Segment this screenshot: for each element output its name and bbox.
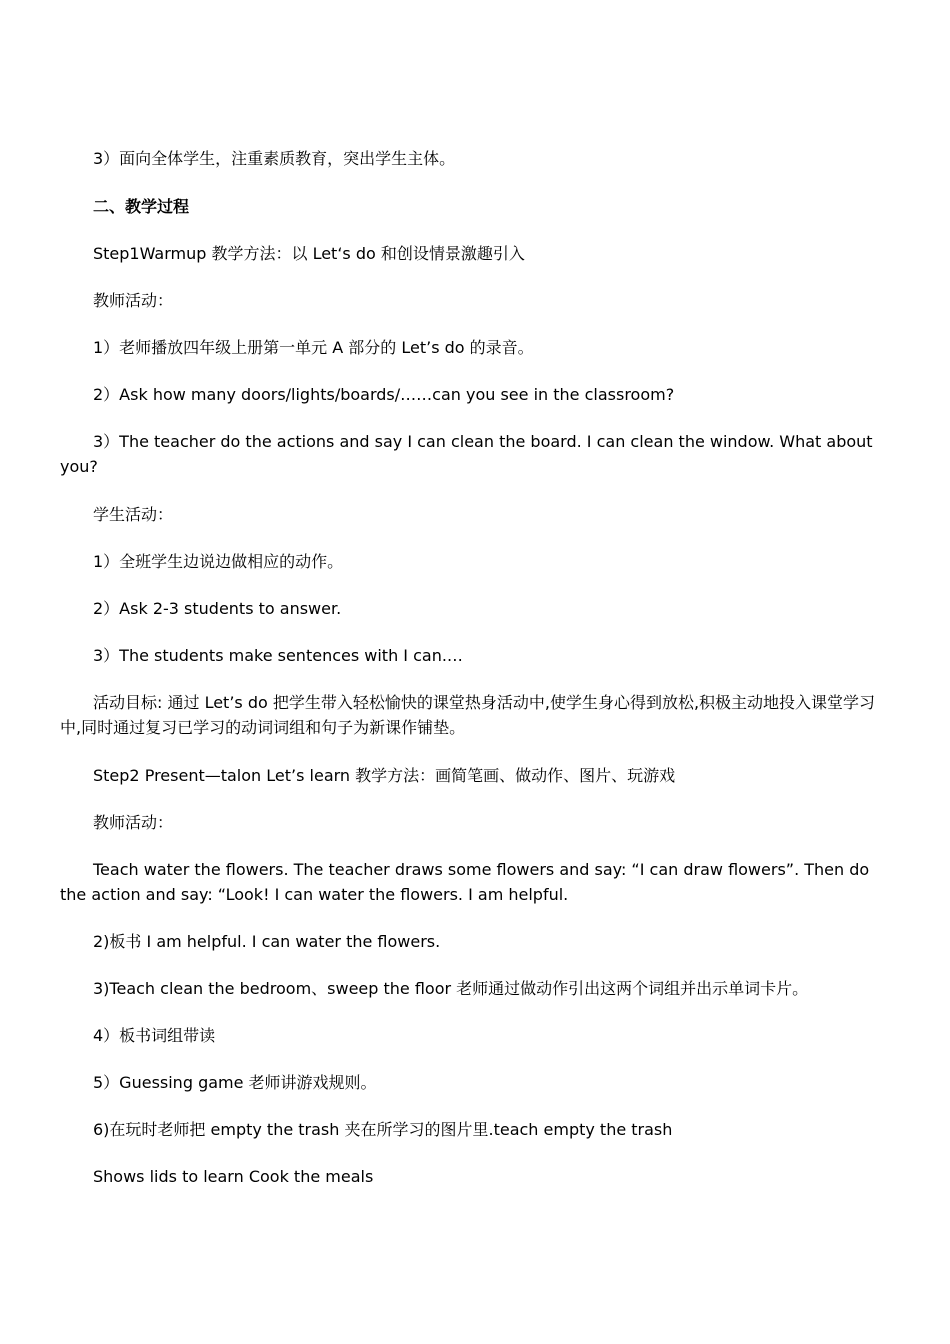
teacher-step-3: 3）The teacher do the actions and say I can clean the board. I can clean the window. What about you? <box>60 432 873 476</box>
student-activity-label: 学生活动： <box>93 505 174 524</box>
teacher-step-2: 2）Ask how many doors/lights/boards/……can you see in the classroom? <box>93 385 675 404</box>
guessing-game-step-5: 5）Guessing game 老师讲游戏规则。 <box>93 1073 377 1092</box>
student-step-2: 2）Ask 2-3 students to answer. <box>93 599 342 618</box>
cook-meals-line: Shows lids to learn Cook the meals <box>93 1167 374 1186</box>
section-heading-teaching-process: 二、教学过程 <box>93 197 190 216</box>
paragraph-principle-3: 3）面向全体学生，注重素质教育，突出学生主体。 <box>93 149 456 168</box>
empty-trash-step-6: 6)在玩时老师把 empty the trash 夹在所学习的图片里.teach empty the trash <box>93 1120 673 1139</box>
teach-clean-bedroom-step-3: 3)Teach clean the bedroom、sweep the floor 老师通过做动作引出这两个词组并出示单词卡片。 <box>93 979 809 998</box>
board-phrases-step-4: 4）板书词组带读 <box>93 1026 216 1045</box>
activity-goal: 活动目标: 通过 Let’s do 把学生带入轻松愉快的课堂热身活动中,使学生身心得到放松,积极主动地投入课堂学习中,同时通过复习已学习的动词词组和句子为新课作铺垫。 <box>60 693 876 737</box>
teacher-step-1: 1）老师播放四年级上册第一单元 A 部分的 Let’s do 的录音。 <box>93 338 534 357</box>
teacher-activity-label-2: 教师活动： <box>93 813 174 832</box>
student-step-1: 1）全班学生边说边做相应的动作。 <box>93 552 344 571</box>
step1-heading: Step1Warmup 教学方法：以 Let‘s do 和创设情景激趣引入 <box>93 244 525 263</box>
student-step-3: 3）The students make sentences with I can.… <box>93 646 463 665</box>
teach-water-flowers: Teach water the flowers. The teacher draws some flowers and say: “I can draw flowers”. Then do the action and say: “Look! I can water the flowers. I am helpful. <box>60 860 870 904</box>
document-page <box>60 0 896 1344</box>
step2-heading: Step2 Present—talon Let’s learn 教学方法：画简笔画、做动作、图片、玩游戏 <box>93 766 676 785</box>
teacher-activity-label: 教师活动： <box>93 291 174 310</box>
board-writing-step-2: 2)板书 I am helpful. I can water the flowers. <box>93 932 441 951</box>
